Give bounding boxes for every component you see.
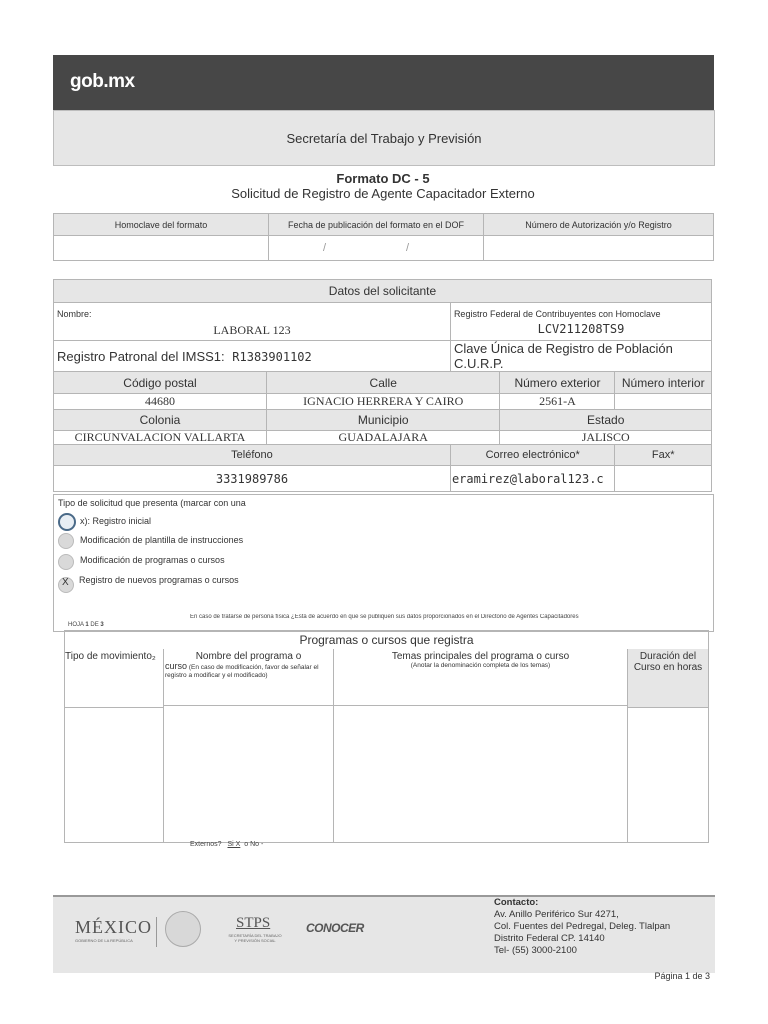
fax-value[interactable]: [615, 466, 712, 492]
radio-modificacion-programas[interactable]: [58, 554, 74, 570]
persona-fisica-text: En caso de tratarse de persona física ¿Está de acuerdo en que se publiquen sus datos proporcionados en el Directorio de Agentes Capacitadores: [190, 614, 579, 620]
rfc-cell[interactable]: [450, 303, 711, 341]
correo-label: Correo electrónico*: [450, 445, 615, 466]
conocer-logo: CONOCER: [306, 921, 364, 935]
telefono-label: Teléfono: [54, 445, 451, 466]
estado-value[interactable]: JALISCO: [500, 431, 712, 445]
curp-label: Clave Única de Registro de Población C.U.R.P.: [453, 341, 673, 371]
top-bar: [53, 55, 714, 110]
mexico-logo: MÉXICO: [75, 917, 152, 937]
seal-icon: [165, 911, 201, 947]
cp-value[interactable]: 44680: [54, 394, 267, 410]
col-temas: [334, 649, 628, 706]
fecha-dof-header: Fecha de publicación del formato en el DOF: [269, 214, 484, 236]
col3-main: Temas principales del programa o curso: [391, 651, 570, 662]
imss-value: R1383901102: [232, 349, 312, 364]
gobmx-logo: gob.mx: [70, 71, 135, 92]
hoja-de: DE: [90, 622, 99, 628]
col2-note: (En caso de modificación, favor de señalar el registro a modificar y el modificado): [165, 664, 319, 679]
numext-label: Número exterior: [500, 372, 615, 394]
rfc-value: LCV211208TS9: [537, 322, 625, 336]
numext-value[interactable]: 2561-A: [500, 394, 615, 410]
option-modificacion-programas: Modificación de programas o cursos: [80, 555, 225, 565]
footer: [53, 895, 715, 973]
logo-separator: [156, 917, 157, 947]
contacto-line-1: Av. Anillo Periférico Sur 4271,: [494, 909, 619, 920]
telefono-value[interactable]: 3331989786: [54, 466, 451, 492]
radio-registro-inicial[interactable]: [58, 513, 76, 531]
col2-prefix: curso: [165, 661, 188, 671]
externos-no: o No -: [244, 841, 264, 848]
colonia-value[interactable]: CIRCUNVALACION VALLARTA: [54, 431, 267, 445]
tipo-label: Tipo de solicitud que presenta (marcar con una: [58, 498, 246, 508]
externos-line: [190, 841, 263, 848]
stps-sub: [225, 933, 285, 943]
col-tipo-movimiento: Tipo de movimiento₂: [65, 649, 164, 708]
calle-label: Calle: [267, 372, 500, 394]
stps-sub-1: SECRETARÍA DEL TRABAJO: [228, 933, 282, 938]
fecha-dof-value[interactable]: [269, 236, 484, 261]
autorizacion-header: Número de Autorización y/o Registro: [484, 214, 714, 236]
contacto-line-2: Col. Fuentes del Pedregal, Deleg. Tlalpan: [494, 921, 671, 932]
date-sep-1: /: [322, 242, 326, 254]
estado-label: Estado: [500, 410, 712, 431]
col3-note: (Anotar la denominación completa de los temas): [410, 662, 551, 669]
hoja-num: 1: [85, 622, 89, 628]
option-modificacion-plantilla: Modificación de plantilla de instrucciones: [80, 535, 244, 545]
option-registro-nuevos: Registro de nuevos programas o cursos: [79, 575, 239, 585]
correo-value[interactable]: eramirez@laboral123.c: [450, 466, 615, 492]
meta-table: [53, 213, 714, 261]
imss-label: Registro Patronal del IMSS1:: [57, 348, 225, 364]
hoja-indicator: [68, 622, 104, 628]
homoclave-value[interactable]: [54, 236, 269, 261]
col-duracion: Duración del Curso en horas: [628, 649, 708, 708]
divider-2: [333, 705, 334, 842]
calle-value[interactable]: IGNACIO HERRERA Y CAIRO: [267, 394, 500, 410]
fax-label: Fax*: [615, 445, 712, 466]
radio-registro-nuevos[interactable]: [58, 577, 74, 593]
contacto-block: [494, 897, 670, 957]
radio-x-mark: X: [62, 577, 69, 588]
page-number: Página 1 de 3: [654, 971, 710, 981]
secretaria-banner: [53, 110, 715, 166]
stps-sub-2: Y PREVISIÓN SOCIAL: [234, 938, 276, 943]
homoclave-header: Homoclave del formato: [54, 214, 269, 236]
mexico-sub: GOBIERNO DE LA REPÚBLICA: [75, 938, 133, 943]
contacto-title: Contacto:: [494, 897, 539, 908]
nombre-cell[interactable]: [54, 303, 451, 341]
stps-logo: STPS: [236, 915, 271, 931]
autorizacion-value[interactable]: [484, 236, 714, 261]
col2-main: Nombre del programa o: [195, 651, 302, 662]
nombre-label: Nombre:: [57, 309, 92, 319]
colonia-label: Colonia: [54, 410, 267, 431]
numint-value[interactable]: [615, 394, 712, 410]
solicitante-table: [53, 279, 712, 492]
externos-label: Externos?: [190, 841, 222, 848]
divider-3: [627, 705, 628, 842]
tipo-solicitud-box: [53, 494, 714, 632]
divider-1: [163, 705, 164, 842]
nombre-value: LABORAL 123: [213, 323, 291, 337]
hoja-total: 3: [100, 622, 104, 628]
form-subtitle: Solicitud de Registro de Agente Capacitador Externo: [231, 186, 535, 201]
programas-table: [64, 630, 709, 843]
externos-si: Si X: [227, 841, 241, 848]
contacto-line-4: Tel- (55) 3000-2100: [494, 945, 577, 956]
contacto-line-3: Distrito Federal CP. 14140: [494, 933, 605, 944]
programas-title: Programas o cursos que registra: [299, 633, 474, 647]
option-registro-inicial: x): Registro inicial: [80, 516, 152, 526]
rfc-label: Registro Federal de Contribuyentes con Homoclave: [453, 309, 661, 319]
form-title: Formato DC - 5: [336, 171, 430, 186]
radio-modificacion-plantilla[interactable]: [58, 533, 74, 549]
solicitante-title: Datos del solicitante: [54, 280, 712, 303]
municipio-label: Municipio: [267, 410, 500, 431]
hoja-word: HOJA: [68, 622, 84, 628]
numint-label: Número interior: [615, 372, 712, 394]
curp-cell[interactable]: [450, 341, 711, 372]
cp-label: Código postal: [54, 372, 267, 394]
secretaria-name: Secretaría del Trabajo y Previsión: [286, 130, 482, 146]
col-nombre-programa: [164, 649, 334, 706]
imss-cell[interactable]: [54, 341, 451, 372]
date-sep-2: /: [406, 242, 410, 254]
municipio-value[interactable]: GUADALAJARA: [267, 431, 500, 445]
